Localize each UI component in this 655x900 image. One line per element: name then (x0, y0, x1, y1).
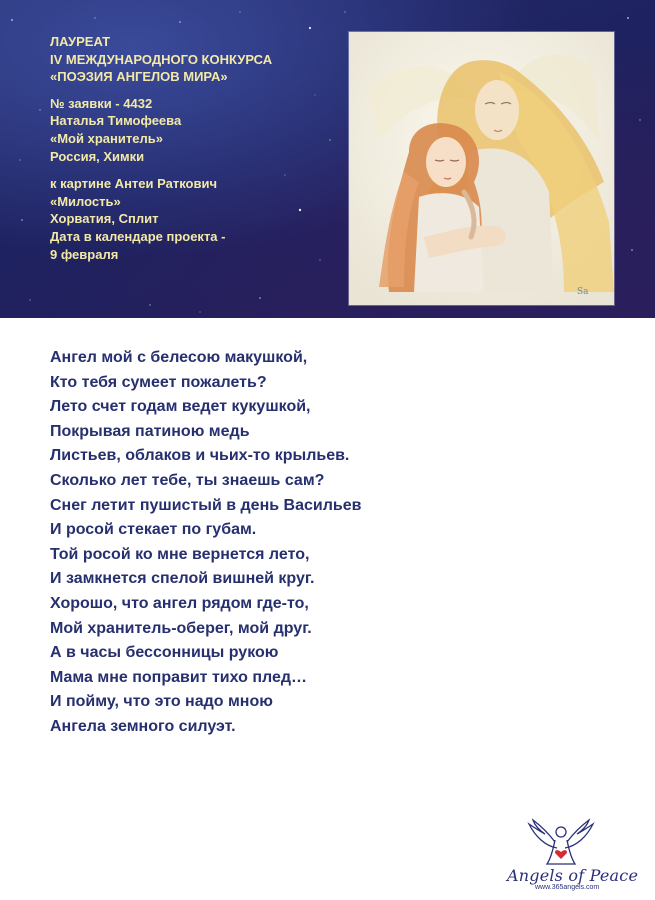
award-block (50, 33, 340, 86)
poem-line: И росой стекает по губам. (50, 521, 257, 539)
poem-line: Мама мне поправит тихо плед… (50, 668, 308, 686)
award-line: IV МЕЖДУНАРОДНОГО КОНКУРСА (50, 51, 273, 67)
header-banner (0, 0, 655, 318)
poem-line: Той росой ко мне вернется лето, (50, 545, 310, 563)
poem-line: Мой хранитель-оберег, мой друг. (50, 619, 312, 637)
angel-heart-icon (505, 818, 615, 868)
poem-line: Листьев, облаков и чьих-то крыльев. (50, 447, 350, 465)
poem-title: «Мой хранитель» (50, 130, 163, 146)
calendar-date: 9 февраля (50, 246, 119, 262)
painting-signature: Sa (577, 287, 589, 297)
poem-line: Ангел мой с белесою макушкой, (50, 349, 308, 366)
logo-title: Angels of Peace (507, 866, 639, 885)
award-line: ЛАУРЕАТ (50, 34, 111, 49)
header-text (50, 33, 340, 273)
author-location: Россия, Химки (50, 148, 145, 164)
poem-line: А в часы бессонницы рукою (50, 644, 279, 662)
poem-line: Снег летит пушистый в день Васильев (50, 496, 362, 514)
painting-image (349, 32, 614, 305)
painting-artist: к картине Антеи Раткович (50, 176, 218, 192)
poem-line: Покрывая патиною медь (50, 422, 250, 440)
entry-number: № заявки - 4432 (50, 95, 153, 111)
angels-of-peace-logo (505, 818, 639, 896)
poem-line: Кто тебя сумеет пожалеть? (50, 373, 267, 391)
calendar-date-label: Дата в календаре проекта - (50, 228, 226, 244)
poem-line: Хорошо, что ангел рядом где-то, (50, 594, 309, 612)
entry-block (50, 95, 340, 165)
award-line: «ПОЭЗИЯ АНГЕЛОВ МИРА» (50, 69, 228, 85)
poem-text (50, 346, 361, 740)
author-name: Наталья Тимофеева (50, 113, 182, 129)
poem-line: Сколько лет тебе, ты знаешь сам? (50, 471, 325, 489)
poem-line: И замкнется спелой вишней круг. (50, 570, 315, 588)
painting-title: «Милость» (50, 193, 121, 209)
angel-embrace-painting (349, 32, 614, 305)
logo-url: www.365angels.com (535, 884, 600, 891)
poem-line: Ангела земного силуэт. (50, 717, 236, 735)
painting-location: Хорватия, Сплит (50, 211, 159, 227)
poem-line: Лето счет годам ведет кукушкой, (50, 398, 311, 416)
poem-line: И пойму, что это надо мною (50, 693, 273, 711)
painting-info-block (50, 175, 340, 263)
